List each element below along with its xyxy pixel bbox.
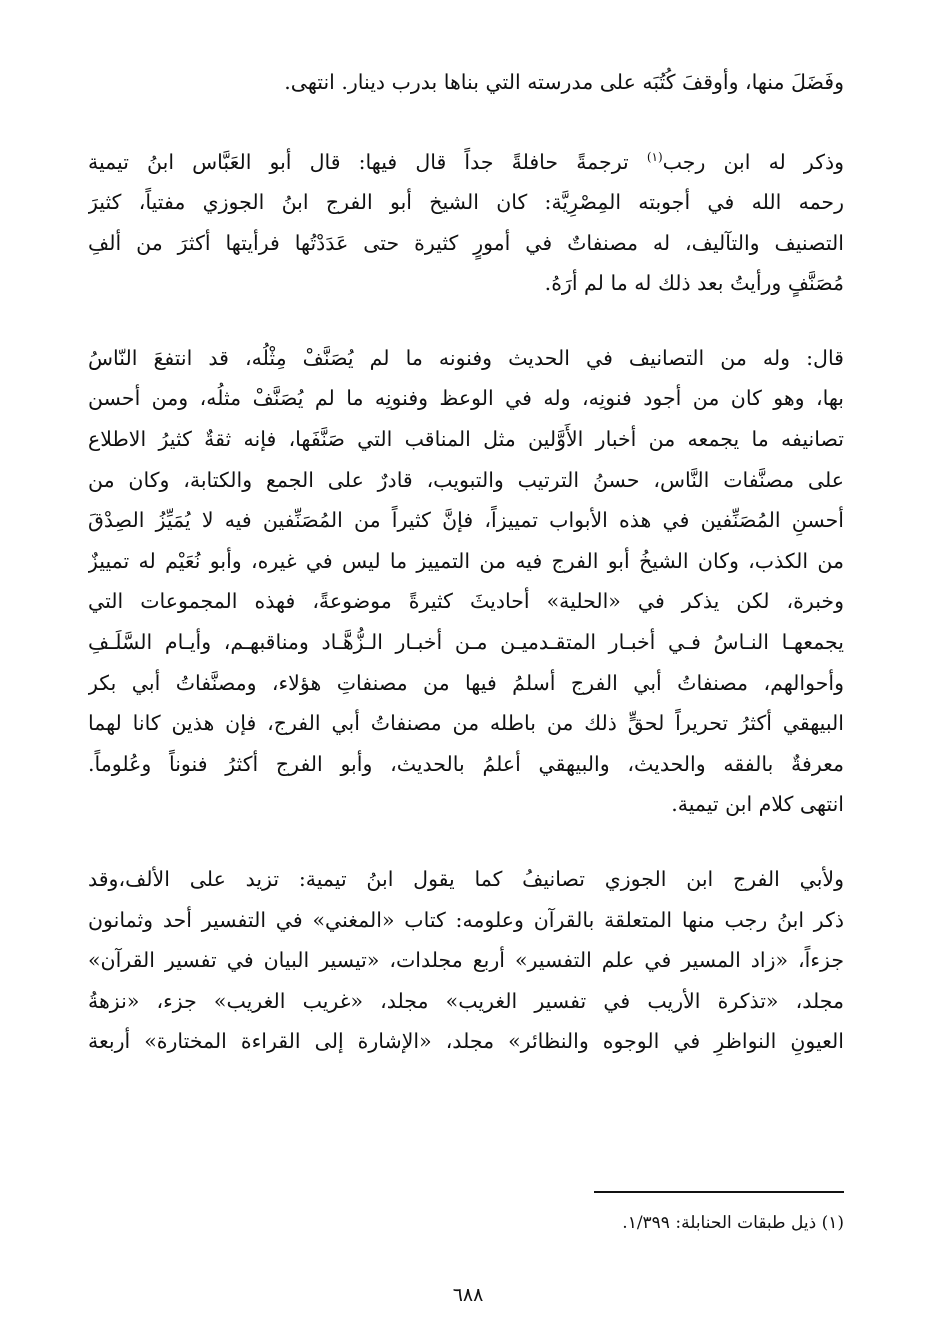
page-number: ٦٨٨ [452,1284,484,1306]
text-line: العيونِ النواظرِ في الوجوه والنظائر» مجلد، «الإشارة إلى القراءة المختارة» أربعة [88,1029,844,1054]
paragraph-gap [88,825,844,859]
text-line: وأحوالهم، مصنفاتُ أبي الفرج أسلمُ فيها من مصنفاتِ هؤلاء، ومصنَّفاتُ أبي بكر [88,670,844,695]
paragraph-4 [88,859,844,1062]
text-line: جزءاً، «زاد المسير في علم التفسير» أربع مجلدات، «تيسير البيان في تفسير القرآن» [88,948,844,973]
footnote-marker: (١) [821,1213,844,1233]
text-run: ترجمةً حافلةً جداً قال فيها: قال أبو العَبَّاس ابنُ تيمية [88,149,647,174]
text-line: البيهقي أكثرُ تحريراً لحقٍّ ذلك من باطله من مصنفاتُ أبي الفرج، فإن هذين كانا لهما [88,711,844,736]
paragraph-gap [88,103,844,137]
text-run: وذكر له ابن رجب [662,149,844,174]
text-line: قال: وله من التصانيف في الحديث وفنونه ما لم يُصَنَّفْ مِثْلُه، قد انتفعَ النّاسُ [88,345,844,370]
paragraph-2 [88,137,844,304]
text-line: وخبرة، لكن يذكر في «الحلية» أحاديثَ كثيرةً موضوعةً، فهذه المجموعات التي [88,589,844,614]
text-line: وفَضَلَ منها، وأوقفَ كُتُبَه على مدرسته التي بناها بدرب دينار. انتهى. [284,70,844,94]
text-line: انتهى كلام ابن تيمية. [671,792,844,817]
paragraph-gap [88,304,844,338]
footnote-reference[interactable]: (١) [646,149,663,164]
footnote-divider [594,1191,844,1193]
text-line: مُصَنَّفٍ ورأيتُ بعد ذلك له ما لم أرَهُ. [544,271,844,296]
text-line: ذكر ابنُ رجب منها المتعلقة بالقرآن وعلومه: كتاب «المغني» في التفسير أحد وثمانون [88,907,844,932]
text-line: رحمه الله في أجوبته المِصْرِيَّة: كان الشيخ أبو الفرج ابنُ الجوزي مفتياً، كثيرَ [88,190,844,215]
text-line [88,137,844,182]
text-line: أحسنِ المُصَنِّفين في هذه الأبواب تمييزاً، فإنَّ كثيراً من المُصَنِّفين فيه لا يُمَيِّزُ الصِدْقَ [88,508,844,533]
text-line: من الكذب، وكان الشيخُ أبو الفرج فيه من التمييز ما ليس في غيره، وأبو نُعَيْم له تمييزٌ [88,548,844,573]
footnote-text: ذيل طبقات الحنابلة: ١/٣٩٩. [622,1213,817,1233]
text-line: معرفةٌ بالفقه والحديث، والبيهقي أعلمُ بالحديث، وأبو الفرج أكثرُ فنوناً وعُلوماً. [88,751,844,776]
text-line: يجمعهـا النـاسُ فـي أخبـار المتقـدميـن مـن أخبـار الـزُّهَّـاد ومناقبهـم، وأيـام السَّلَـفِ [88,629,844,654]
text-line: مجلد، «تذكرة الأريب في تفسير الغريب» مجلد، «غريب الغريب» جزء، «نزهةُ [88,988,844,1013]
footnote [244,1208,844,1238]
paragraph-3 [88,338,844,825]
text-line: على مصنَّفات النَّاس، حسنُ الترتيب والتبويب، قادرٌ على الجمع والكتابة، وكان من [88,467,844,492]
page-body [88,62,844,1062]
text-line: التصنيف والتآليف، له مصنفاتٌ في أمورٍ كثيرة حتى عَدَدْتُها فرأيتها أكثرَ من ألفِ [88,230,844,255]
text-line: ولأبي الفرج ابن الجوزي تصانيفُ كما يقول ابنُ تيمية: تزيد على الألف،وقد [88,866,844,891]
paragraph-1 [88,62,844,103]
text-line: بها، وهو كان من أجود فنونِه، وله في الوعظ وفنونِه ما لم يُصَنَّفْ مثلُه، ومن أحسن [88,386,844,411]
text-line: تصانيفه ما يجمعه من أخبار الأَوَّلين مثل المناقب التي صَنَّفَها، فإنه ثقةٌ كثيرُ الاطلاع [88,426,844,451]
